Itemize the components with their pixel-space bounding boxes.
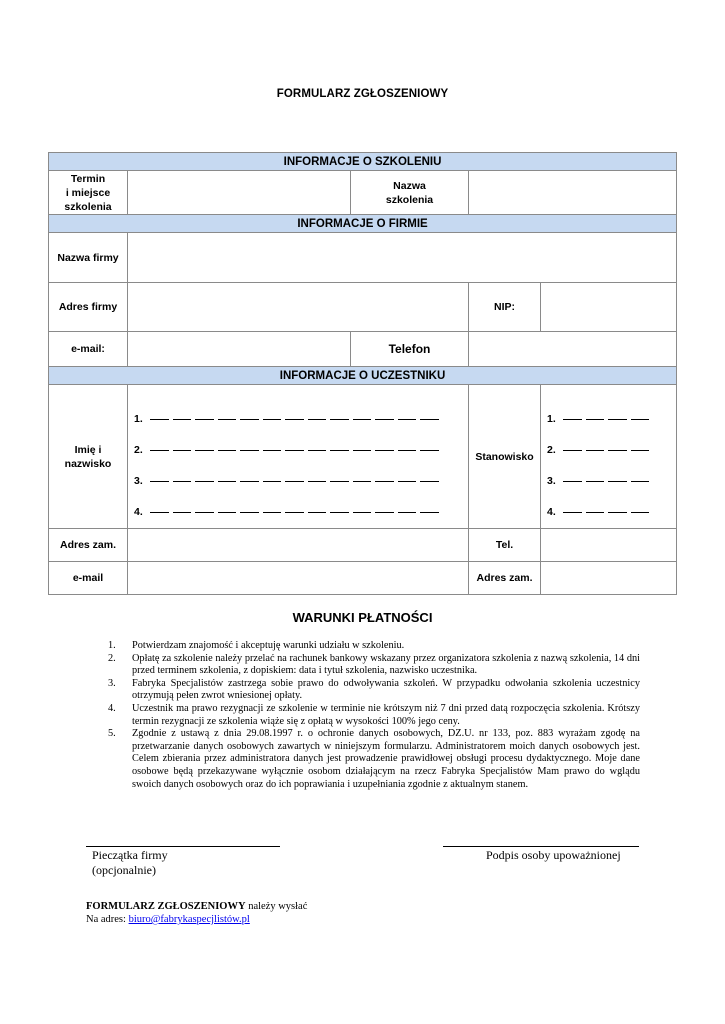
blank-dash <box>240 481 259 482</box>
label-home-address-2: Adres zam. <box>469 562 541 595</box>
registration-form-table <box>48 152 677 595</box>
blank-dash <box>263 450 282 451</box>
term-item: 1. Potwierdzam znajomość i akceptuję warunki udziału w szkoleniu. <box>108 640 405 651</box>
blank-dash <box>173 450 192 451</box>
label-email-participant: e-mail <box>49 562 128 595</box>
blank-dash <box>608 512 627 513</box>
section-training-info: INFORMACJE O SZKOLENIU <box>49 153 677 171</box>
blank-dash <box>308 419 327 420</box>
label-term-place: Termin i miejsce szkolenia <box>49 171 128 215</box>
blank-dash <box>218 512 237 513</box>
blank-dash <box>420 512 439 513</box>
blank-dash <box>586 450 605 451</box>
blank-dash <box>173 481 192 482</box>
blank-dash <box>563 512 582 513</box>
footer-address-label: Na adres: <box>86 914 129 925</box>
label-home-address: Adres zam. <box>49 529 128 562</box>
footer-form-name: FORMULARZ ZGŁOSZENIOWY <box>86 901 246 912</box>
field-home-address[interactable] <box>128 529 469 562</box>
label-training-name: Nazwa szkolenia <box>351 171 469 215</box>
blank-dash <box>150 419 169 420</box>
label-phone: Telefon <box>351 332 469 367</box>
blank-dash <box>608 450 627 451</box>
blank-dash <box>353 512 372 513</box>
term-item: 5. Zgodnie z ustawą z dnia 29.08.1997 r. o ochronie danych osobowych, DZ.U. nr 133, poz. 883 wyrażam zgodę na przetwarzanie danych osobowych zawartych w niniejszym formularzu. Administratorem moich danych osobowych jest. Celem zbierania przez administratora danych jest prowadzenie prawidłowej obsługi procesu dydaktycznego. Moje dane osobowe będą przekazywane wyłącznie osobom działającym na rzecz Fabryka Specjalistów Mam prawo do wglądu swoich danych osobowych oraz do ich poprawiania i uzupełniania zgodnie z aktualnym stanem. <box>108 728 640 790</box>
footer-note <box>86 900 307 926</box>
blank-dash <box>398 450 417 451</box>
blank-dash <box>240 419 259 420</box>
label-name-surname: Imię i nazwisko <box>49 385 128 529</box>
footer-email-link[interactable]: biuro@fabrykaspecjlistów.pl <box>128 914 250 925</box>
blank-dash <box>195 481 214 482</box>
label-tel: Tel. <box>469 529 541 562</box>
participant-position-line[interactable]: 4. <box>547 488 676 519</box>
document-title: FORMULARZ ZGŁOSZENIOWY <box>276 88 449 100</box>
blank-dash <box>218 481 237 482</box>
blank-dash <box>586 512 605 513</box>
blank-dash <box>398 419 417 420</box>
section-participant-info: INFORMACJE O UCZESTNIKU <box>49 367 677 385</box>
field-email[interactable] <box>128 332 351 367</box>
label-company-address: Adres firmy <box>49 283 128 332</box>
blank-dash <box>218 450 237 451</box>
signature-line <box>443 846 639 847</box>
blank-dash <box>375 512 394 513</box>
blank-dash <box>375 450 394 451</box>
blank-dash <box>330 419 349 420</box>
blank-dash <box>608 481 627 482</box>
blank-dash <box>330 512 349 513</box>
blank-dash <box>586 481 605 482</box>
blank-dash <box>285 512 304 513</box>
label-company-name: Nazwa firmy <box>49 233 128 283</box>
blank-dash <box>330 450 349 451</box>
blank-dash <box>353 450 372 451</box>
blank-dash <box>195 512 214 513</box>
blank-dash <box>195 419 214 420</box>
field-phone[interactable] <box>469 332 677 367</box>
field-training-name[interactable] <box>469 171 677 215</box>
blank-dash <box>150 512 169 513</box>
field-tel[interactable] <box>541 529 677 562</box>
blank-dash <box>631 481 650 482</box>
label-position: Stanowisko <box>469 385 541 529</box>
blank-dash <box>263 512 282 513</box>
blank-dash <box>150 450 169 451</box>
blank-dash <box>330 481 349 482</box>
blank-dash <box>420 419 439 420</box>
blank-dash <box>263 419 282 420</box>
blank-dash <box>150 481 169 482</box>
blank-dash <box>375 481 394 482</box>
blank-dash <box>240 450 259 451</box>
blank-dash <box>353 481 372 482</box>
field-company-address[interactable] <box>128 283 469 332</box>
blank-dash <box>420 450 439 451</box>
blank-dash <box>195 450 214 451</box>
participant-names-list[interactable] <box>128 385 469 529</box>
term-item: 4. Uczestnik ma prawo rezygnacji ze szkolenie w terminie nie krótszym niż 7 dni przed datą rozpoczęcia szkolenia. Krótszy termin rezygnacji ze szkolenia wiąże się z opłatą w wysokości 100% jego ceny. <box>108 702 640 727</box>
blank-dash <box>308 481 327 482</box>
payment-terms-title: WARUNKI PŁATNOŚCI <box>292 610 433 625</box>
label-nip: NIP: <box>469 283 541 332</box>
blank-dash <box>353 419 372 420</box>
blank-dash <box>173 512 192 513</box>
blank-dash <box>308 512 327 513</box>
blank-dash <box>586 419 605 420</box>
term-item: 2. Opłatę za szkolenie należy przelać na rachunek bankowy wskazany przez organizatora szkolenia z nazwą szkolenia, 14 dni przed terminem szkolenia, z dopiskiem: data i tytuł szkolenia, nazwisko uczestnika. <box>108 652 640 677</box>
field-nip[interactable] <box>541 283 677 332</box>
blank-dash <box>563 481 582 482</box>
blank-dash <box>398 512 417 513</box>
participant-name-line[interactable]: 2. <box>134 426 468 457</box>
blank-dash <box>420 481 439 482</box>
blank-dash <box>631 512 650 513</box>
section-company-info: INFORMACJE O FIRMIE <box>49 215 677 233</box>
blank-dash <box>285 450 304 451</box>
blank-dash <box>631 450 650 451</box>
blank-dash <box>240 512 259 513</box>
blank-dash <box>285 481 304 482</box>
term-item: 3. Fabryka Specjalistów zastrzega sobie prawo do odwoływania szkoleń. W przypadku odwołania szkolenia uczestnicy otrzymują pełen zwrot wniesionej opłaty. <box>108 677 640 702</box>
blank-dash <box>375 419 394 420</box>
stamp-label: Pieczątka firmy (opcjonalnie) <box>92 848 168 877</box>
participant-name-line[interactable]: 4. <box>134 488 468 519</box>
field-email-participant[interactable] <box>128 562 469 595</box>
participant-name-line[interactable]: 1. <box>134 395 468 426</box>
signature-label: Podpis osoby upoważnionej <box>486 848 621 862</box>
blank-dash <box>563 450 582 451</box>
blank-dash <box>563 419 582 420</box>
footer-send-text: należy wysłać <box>245 901 308 912</box>
blank-dash <box>218 419 237 420</box>
blank-dash <box>285 419 304 420</box>
payment-terms-list <box>108 640 640 791</box>
stamp-line <box>86 846 280 847</box>
blank-dash <box>308 450 327 451</box>
blank-dash <box>263 481 282 482</box>
participant-position-line[interactable]: 2. <box>547 426 676 457</box>
field-company-name[interactable] <box>128 233 677 283</box>
participant-position-line[interactable]: 1. <box>547 395 676 426</box>
field-home-address-2[interactable] <box>541 562 677 595</box>
participant-position-line[interactable]: 3. <box>547 457 676 488</box>
participant-name-line[interactable]: 3. <box>134 457 468 488</box>
field-term-place[interactable] <box>128 171 351 215</box>
blank-dash <box>608 419 627 420</box>
blank-dash <box>173 419 192 420</box>
label-email: e-mail: <box>49 332 128 367</box>
blank-dash <box>631 419 650 420</box>
blank-dash <box>398 481 417 482</box>
participant-positions-list[interactable] <box>541 385 677 529</box>
